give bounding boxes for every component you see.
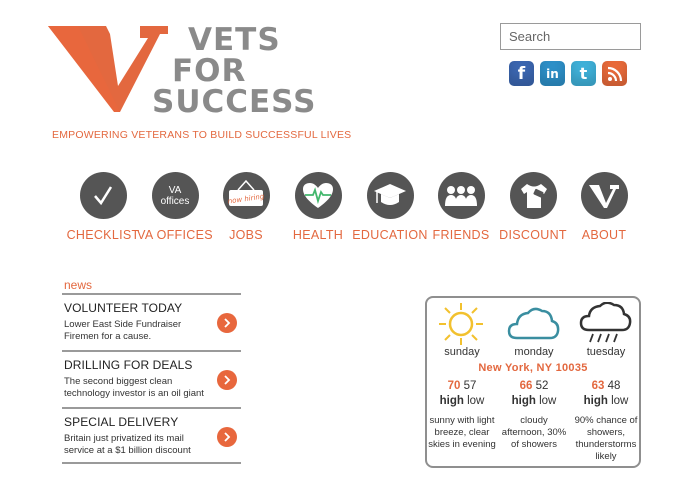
high-label: high (439, 395, 464, 407)
nav-label: ABOUT (581, 228, 627, 242)
logo-word-success: SUCCESS (152, 84, 317, 120)
nav-label: DISCOUNT (499, 228, 567, 242)
nav-label: CHECKLIST (66, 228, 140, 242)
news-title: DRILLING FOR DEALS (64, 358, 193, 372)
people-icon (438, 172, 485, 219)
weather-widget (425, 296, 641, 468)
chevron-right-icon[interactable] (217, 370, 237, 390)
low-temp: 52 (535, 380, 549, 392)
nav-label: VA OFFICES (137, 228, 213, 242)
site-logo[interactable] (48, 22, 317, 122)
weather-description: sunny with light breeze, clear skies in evening (428, 415, 496, 450)
weather-description: cloudy afternoon, 30% of showers (501, 415, 567, 450)
heartbeat-icon (295, 172, 342, 219)
svg-text:now hiring: now hiring (227, 191, 265, 206)
weather-temps (571, 380, 641, 392)
news-heading: news (64, 278, 93, 292)
main-nav (68, 172, 638, 247)
v-logo-icon (581, 172, 628, 219)
va-offices-icon: VA offices (152, 172, 199, 219)
news-text: Lower East Side Fundraiser Firemen for a cause. (64, 319, 182, 342)
news-text: Britain just privatized its mail service at a $1 billion discount (64, 433, 191, 456)
news-title: VOLUNTEER TODAY (64, 301, 183, 315)
news-list (62, 293, 241, 464)
weather-day: monday (514, 346, 554, 358)
high-label: high (511, 395, 536, 407)
checkmark-icon (80, 172, 127, 219)
nav-label: HEALTH (292, 228, 344, 242)
chevron-right-icon[interactable] (217, 427, 237, 447)
cloud-icon (507, 302, 561, 346)
high-temp: 63 (591, 380, 605, 392)
high-low-labels (571, 395, 641, 407)
low-label: low (467, 395, 485, 407)
news-item[interactable] (62, 293, 241, 350)
twitter-icon[interactable] (571, 61, 596, 86)
high-temp: 66 (519, 380, 533, 392)
weather-temps (499, 380, 569, 392)
chevron-right-icon[interactable] (217, 313, 237, 333)
weather-day: sunday (444, 346, 480, 358)
logo-word-for: FOR (172, 53, 247, 89)
high-temp: 70 (447, 380, 461, 392)
high-low-labels (499, 395, 569, 407)
linkedin-icon[interactable] (540, 61, 565, 86)
search-input[interactable] (500, 23, 641, 50)
weather-day: tuesday (586, 346, 626, 358)
sun-icon (437, 302, 485, 346)
twitter-glyph: t (579, 64, 588, 83)
high-label: high (583, 395, 608, 407)
low-label: low (611, 395, 629, 407)
facebook-glyph: f (517, 63, 526, 84)
news-title: SPECIAL DELIVERY (64, 415, 179, 429)
tagline: EMPOWERING VETERANS TO BUILD SUCCESSFUL LIVES (52, 129, 352, 141)
shirt-tag-icon (510, 172, 557, 219)
social-links (509, 61, 627, 86)
low-label: low (539, 395, 557, 407)
rss-icon[interactable] (602, 61, 627, 86)
high-low-labels (427, 395, 497, 407)
v-logo-mark-icon (48, 26, 168, 116)
nav-item-about[interactable] (559, 172, 649, 242)
linkedin-glyph: in (546, 66, 559, 81)
graduation-cap-icon (367, 172, 414, 219)
logo-word-vets: VETS (188, 22, 281, 58)
nav-label: FRIENDS (432, 228, 490, 242)
nav-label: EDUCATION (352, 228, 428, 242)
news-text: The second biggest clean technology investor is an oil giant (64, 376, 204, 399)
weather-temps (427, 380, 497, 392)
news-item[interactable] (62, 407, 241, 464)
now-hiring-sign-icon (223, 172, 270, 219)
low-temp: 57 (463, 380, 477, 392)
rss-glyph-icon (607, 66, 623, 82)
weather-description: 90% chance of showers, thunderstorms likely (574, 415, 638, 462)
low-temp: 48 (607, 380, 621, 392)
weather-location: New York, NY 10035 (478, 362, 588, 374)
news-item[interactable] (62, 350, 241, 407)
nav-label: JOBS (229, 228, 263, 242)
facebook-icon[interactable] (509, 61, 534, 86)
rain-cloud-icon (579, 302, 633, 346)
